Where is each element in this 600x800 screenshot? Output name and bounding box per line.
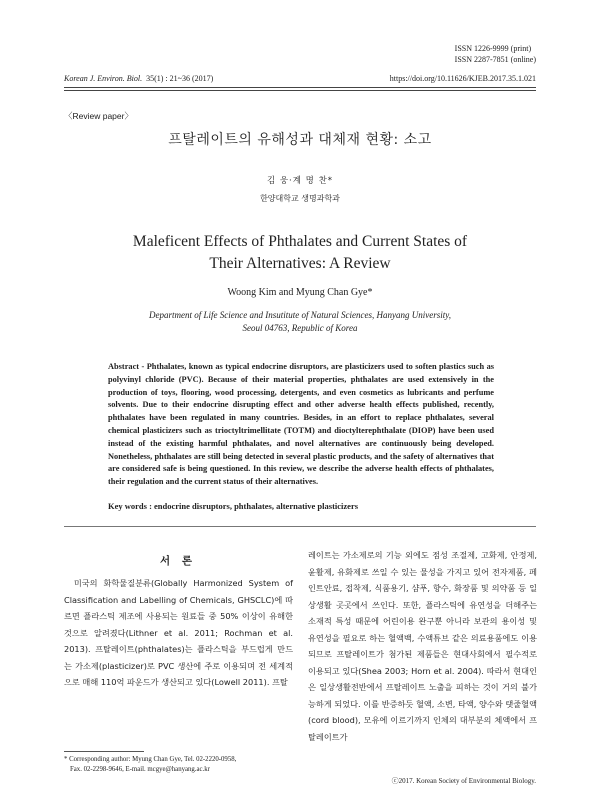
footnote-line2: Fax. 02-2298-9646, E-mail. mcgye@hanyang.ac.kr (70, 766, 210, 773)
english-title-line1: Maleficent Effects of Phthalates and Current States of (132, 233, 468, 250)
english-title-line2: Their Alternatives: A Review (209, 255, 391, 272)
english-affiliation (100, 309, 500, 335)
running-header (64, 74, 536, 88)
footnote-line1: * Corresponding author: Myung Chan Gye, Tel. 02-2220-0958, (64, 756, 237, 763)
english-affiliation-line1: Department of Life Science and Insutitute of Natural Sciences, Hanyang University, (149, 310, 451, 320)
issn-print: ISSN 1226-9999 (print) (454, 44, 532, 53)
english-authors: Woong Kim and Myung Chan Gye* (227, 287, 373, 298)
journal-citation (64, 74, 213, 83)
abstract-text: Abstract - Phthalates, known as typical endocrine disruptors, are plasticizers used to soften plastics such as polyvinyl chloride (PVC). Because of their material properties, phthalates are used extensively in the production of toys, flooring, wood processing, detergents, and even cosmetics as lubricants and perfume solvents. Due to their endocrine disrupting effect and other adverse health effects published, recently, phthalates have been regulated in many countries. Besides, in an effort to replace phthalates, several chemical plasticizers such as trioctyltrimellitate (TOTM) and dioctylterephthalate (DIOP) have been used instead of the existing harmful phthalates, and novel alternatives are continuously being developed. Nonetheless, phthalates are still being detected in several plastic products, and the safety of alternatives that are considered safe is being questioned. In this review, we describe the adverse health effects of phthalates, their regulation and the current status of their alternatives. (108, 362, 494, 487)
keywords: Key words : endocrine disruptors, phthalates, alternative plasticizers (108, 501, 359, 511)
body-column-right (308, 547, 537, 745)
english-affiliation-line2: Seoul 04763, Republic of Korea (242, 323, 358, 333)
body-paragraph-left: 미국의 화학물질분류(Globally Harmonized System of Classification and Labelling of Chemicals, GHSCLC)에 따르면 플라스틱 제조에 사용되는 원료들 중 50% 이상이 유해한 것으로 알려졌다(Lithner et al. 2011; Rochman et al. 2013). 프탈레이트(phthalates)는 플라스틱을 부드럽게 만드는 가소제(plasticizer)로 PVC 생산에 주로 이용되며 전 세계적으로 매해 110억 파운드가 생산되고 있다(Lowell 2011). 프탈 (64, 578, 293, 687)
body-column-left (64, 575, 293, 691)
doi-link[interactable]: https://doi.org/10.11626/KJEB.2017.35.1.021 (389, 74, 536, 83)
section-title-introduction: 서 론 (160, 555, 196, 567)
footnote-rule (64, 751, 144, 752)
issn-online: ISSN 2287-7851 (online) (454, 55, 536, 64)
abstract (108, 361, 494, 489)
english-title (60, 231, 540, 275)
paper-type: 〈Review paper〉 (64, 111, 133, 121)
section-divider (64, 526, 536, 527)
header-rule-thin (64, 90, 536, 91)
journal-name: Korean J. Environ. Biol. (64, 74, 143, 83)
korean-authors: 김 웅·계 명 찬* (266, 176, 334, 186)
copyright: ⓒ2017. Korean Society of Environmental Biology. (391, 777, 536, 785)
volume-pages: 35(1) : 21~36 (2017) (146, 74, 214, 83)
korean-title: 프탈레이트의 유해성과 대체재 현황: 소고 (168, 132, 432, 148)
corresponding-author-footnote (64, 755, 304, 775)
body-paragraph-right: 레이트는 가소제로의 기능 외에도 점성 조절제, 고화제, 안정제, 윤활제, 유화제로 쓰일 수 있는 물성을 가지고 있어 전자제품, 페인트안료, 접착제, 식품용기, 샴푸, 향수, 화장품 및 의약품 등 일상생활 곳곳에서 쓰인다. 또한, 플라스틱에 유연성을 더해주는 소재적 특성 때문에 어린이용 완구뿐 아니라 보관의 용이성 및 유연성을 필요로 하는 혈액백, 수액튜브 같은 의료용품에도 이용되므로 프탈레이트가 첨가된 제품들은 현대사회에서 필수적로 이용되고 있다(Shea 2003; Horn et al. 2004). 따라서 현대인은 일상생활전반에서 프탈레이트 노출을 피하는 것이 거의 불가능하게 되었다. 이를 반증하듯 혈액, 소변, 타액, 양수와 탯줄혈액(cord blood), 모유에 이르기까지 인체의 대부분의 체액에서 프탈레이트가 (308, 550, 537, 742)
issn-block (455, 43, 536, 65)
header-rule (64, 87, 536, 88)
korean-affiliation: 한양대학교 생명과학과 (260, 194, 340, 203)
